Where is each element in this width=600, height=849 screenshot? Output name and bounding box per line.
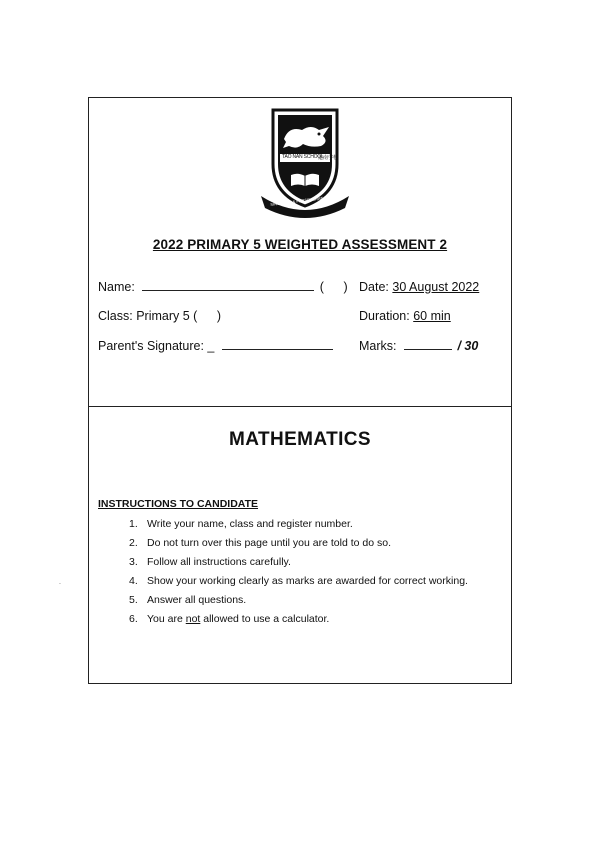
name-blank[interactable] [142, 280, 314, 291]
subject-title: MATHEMATICS [229, 429, 371, 450]
marks-label: Marks: [359, 339, 397, 353]
name-label: Name: [98, 280, 135, 294]
date-field [359, 280, 479, 294]
instruction-item: 3. Follow all instructions carefully. [129, 556, 291, 568]
class-paren-close: ) [216, 309, 221, 323]
duration-label: Duration: [359, 309, 410, 323]
instruction-item: 1. Write your name, class and register number. [129, 518, 353, 530]
crest-school-name: TAO NAN SCHOOL [282, 154, 324, 160]
parent-signature-blank[interactable] [222, 339, 333, 350]
instructions-heading: INSTRUCTIONS TO CANDIDATE [98, 498, 259, 510]
name-paren-open: ( [319, 280, 324, 294]
crest-chinese-name: 道南学校 [318, 155, 339, 161]
assessment-title: 2022 PRIMARY 5 WEIGHTED ASSESSMENT 2 [152, 237, 448, 252]
class-field[interactable] [98, 309, 221, 323]
emphasis-not: not [185, 613, 201, 625]
date-label: Date: [359, 280, 389, 294]
class-label: Class: Primary 5 ( [98, 309, 198, 323]
parent-signature-label: Parent's Signature: [98, 339, 204, 353]
instruction-item: 5. Answer all questions. [129, 594, 247, 606]
duration-field [359, 309, 451, 323]
crest-motto: SINCERITY & PERSEVERANCE [270, 194, 330, 207]
section-divider [89, 406, 511, 407]
duration-value: 60 min [413, 309, 451, 323]
name-paren-close: ) [343, 280, 348, 294]
marks-total: / 30 [457, 339, 479, 353]
instruction-item: 2. Do not turn over this page until you are told to do so. [129, 537, 391, 549]
instructions-list [129, 517, 468, 631]
date-value: 30 August 2022 [392, 280, 480, 294]
instruction-item: 4. Show your working clearly as marks are awarded for correct working. [129, 575, 468, 587]
marks-field [359, 339, 478, 353]
parent-signature-dash: _ [207, 339, 215, 353]
margin-mark: . [59, 579, 61, 586]
marks-blank[interactable] [404, 339, 452, 350]
cover-frame [88, 97, 512, 684]
instruction-item: 6. You are not allowed to use a calculator. [129, 613, 330, 625]
parent-signature-field[interactable] [98, 339, 333, 353]
name-field[interactable] [98, 280, 348, 294]
